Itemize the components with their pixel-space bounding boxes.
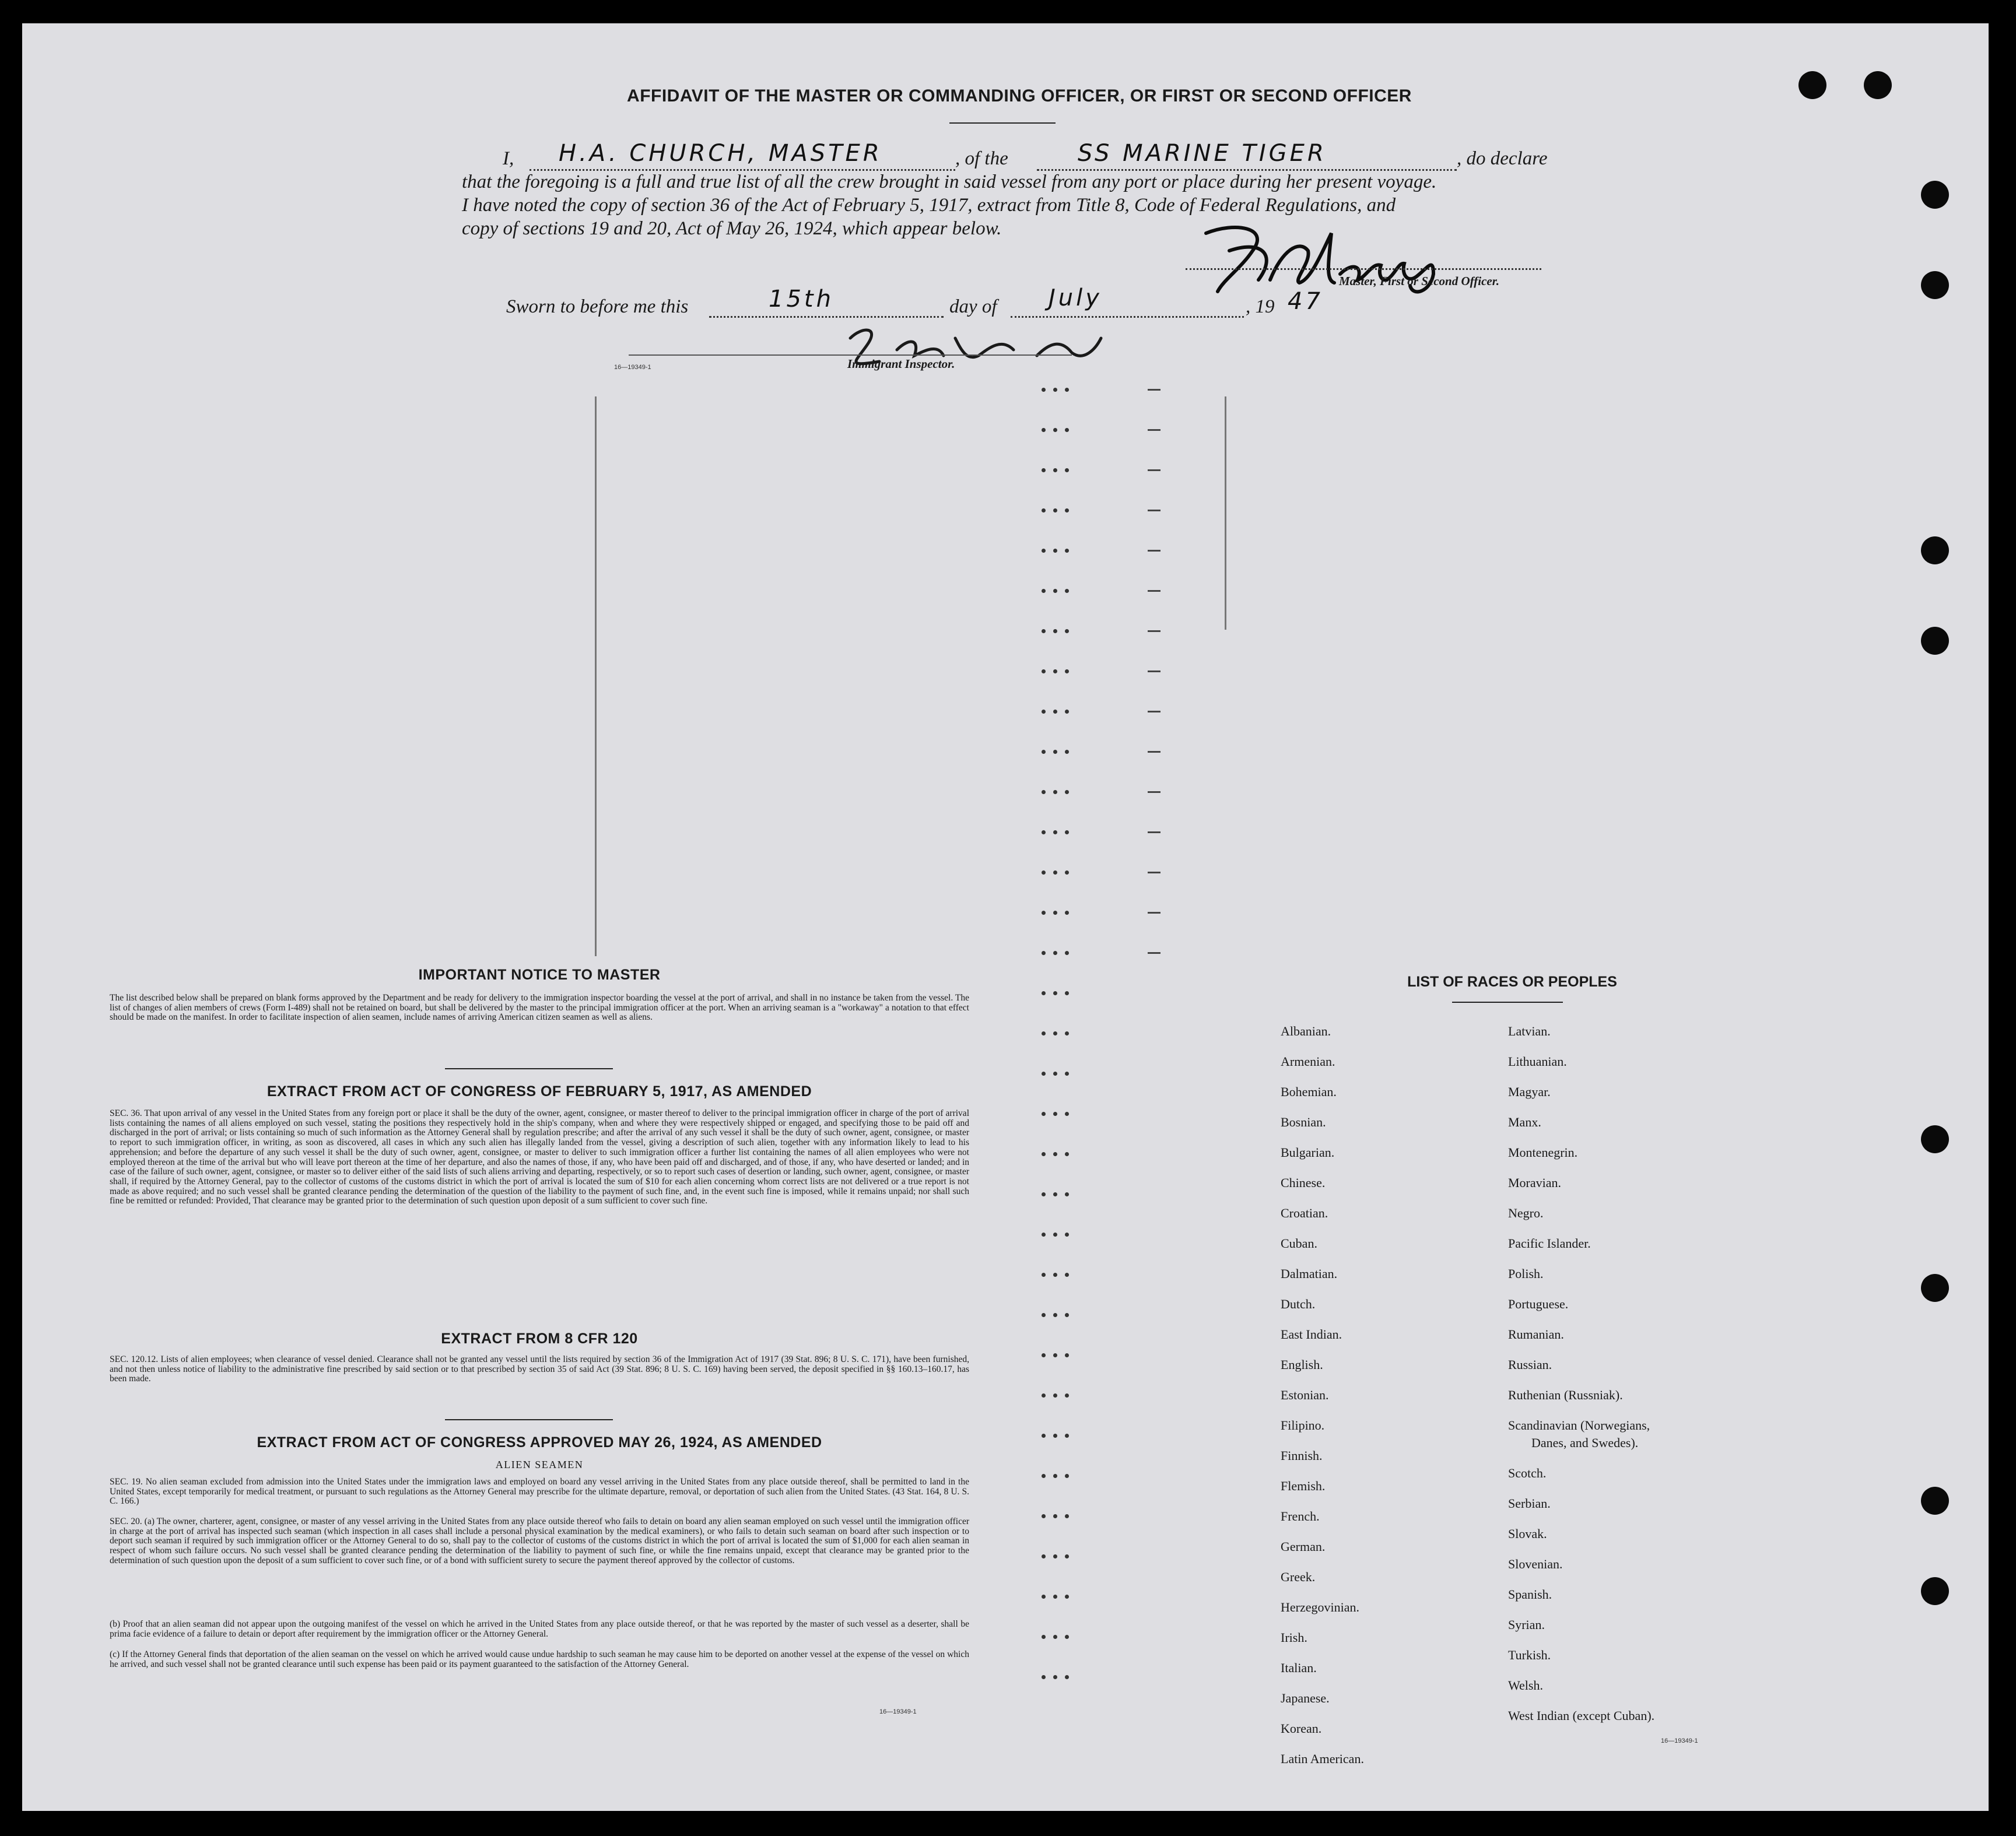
race-item: Dalmatian.: [1281, 1266, 1338, 1281]
leader-dot: [1065, 951, 1069, 955]
leader-dash: [1148, 872, 1160, 873]
race-item: Filipino.: [1281, 1418, 1325, 1433]
leader-dot: [1053, 1031, 1057, 1035]
leader-dot: [1042, 790, 1046, 794]
leader-dot: [1065, 911, 1069, 915]
leader-dash: [1148, 630, 1160, 632]
race-item: Dutch.: [1281, 1297, 1316, 1311]
extract-1924-sec20b: (b) Proof that an alien seaman did not appear upon the outgoing manifest of the vessel on which he arrived in the United States from any place outside thereof, or that he was reported by the master of such vessel as a deserter, shall be prima facie evidence of a failure to detain or deport after requirement by the immigration officer or the Attorney General.: [110, 1619, 969, 1639]
race-item: Greek.: [1281, 1570, 1316, 1584]
leader-dot: [1042, 549, 1046, 553]
leader-dash: [1148, 670, 1160, 672]
leader-dot: [1065, 1031, 1069, 1035]
leader-dot: [1042, 951, 1046, 955]
leader-dot: [1065, 1072, 1069, 1076]
leader-dot: [1065, 1273, 1069, 1277]
leader-dot: [1065, 1595, 1069, 1599]
punch-hole: [1921, 181, 1949, 209]
document-sheet: [22, 23, 1989, 1811]
leader-dot: [1065, 589, 1069, 593]
leader-dot: [1053, 589, 1057, 593]
extract-cfr-title: EXTRACT FROM 8 CFR 120: [441, 1331, 638, 1347]
leader-dot: [1065, 1233, 1069, 1237]
notice-title: IMPORTANT NOTICE TO MASTER: [418, 967, 661, 983]
leader-dot: [1042, 1635, 1046, 1639]
leader-dot: [1053, 1152, 1057, 1156]
leader-dot: [1042, 1595, 1046, 1599]
leader-dot: [1042, 629, 1046, 633]
races-title: LIST OF RACES OR PEOPLES: [1407, 974, 1617, 990]
race-item: Manx.: [1508, 1115, 1541, 1129]
leader-dot: [1053, 1233, 1057, 1237]
column-rule: [595, 396, 597, 956]
race-item: Latin American.: [1281, 1751, 1364, 1766]
race-item: Bulgarian.: [1281, 1145, 1335, 1160]
punch-hole: [1921, 1577, 1949, 1605]
signature-line: [1186, 268, 1541, 270]
leader-dash: [1148, 791, 1160, 793]
leader-dot: [1065, 1675, 1069, 1679]
declaration-lead: I,: [503, 148, 514, 169]
leader-dot: [1042, 1434, 1046, 1438]
leader-dash: [1148, 510, 1160, 511]
leader-dot: [1065, 1152, 1069, 1156]
leader-dot: [1065, 1112, 1069, 1116]
race-item: Estonian.: [1281, 1388, 1329, 1402]
leader-dot: [1053, 1595, 1057, 1599]
leader-dot: [1042, 710, 1046, 714]
sworn-month-handwritten: July: [1049, 285, 1102, 311]
extract-1917-title: EXTRACT FROM ACT OF CONGRESS OF FEBRUARY 5, 1917, AS AMENDED: [267, 1083, 812, 1100]
leader-dot: [1042, 830, 1046, 834]
punch-hole: [1921, 1487, 1949, 1515]
extract-1917-body: SEC. 36. That upon arrival of any vessel in the United States from any foreign port or place it shall be the duty of the owner, agent, consignee, or master thereof to deliver to the principal immigration officer in charge of the port of arrival lists containing the names of all aliens employed on such vessel, stating the positions they respectively hold in the ship's company, when and where they were respectively shipped or engaged, and specifying those to be paid off and discharged in the port of arrival; or lists containing so much of such information as the Attorney General shall by regulation prescribe; and after the arrival of any such vessel it shall be the duty of such owner, agent, consignee, or master to report to such immigration officer, in writing, as soon as discovered, all cases in which any such alien has illegally landed from the vessel, giving a description of such alien, together with any information likely to lead to his apprehension; and before the departure of any such vessel it shall be the duty of such owner, agent, consignee, or master to deliver to such immigration officer a further list containing the names of all alien employees who were not employed thereon at the time of the arrival but who will leave port thereon at the time of her departure, and also the names of those, if any, who have been paid off and discharged, and of those, if any, who have deserted or landed; and in case of the failure of such owner, agent, consignee, or master so to deliver either of the said lists of such aliens arriving and departing, respectively, or so to report such cases of desertion or landing, such owner, agent, consignee, or master shall, if required by the Attorney General, pay to the collector of customs of the customs district in which the port of arrival is located the sum of $10 for each alien concerning whom correct lists are not delivered or a true report is not made as above required; and no such vessel shall be granted clearance pending the determination of the question of the liability to the payment of such fine, and, in the event such fine is imposed, while it remains unpaid; nor shall such fine be remitted or refunded: Provided, That clearance may be granted prior to the determination of such question upon deposit of a sum sufficient to cover such fine.: [110, 1108, 969, 1206]
leader-dot: [1065, 1313, 1069, 1317]
leader-dot: [1042, 911, 1046, 915]
leader-dot: [1065, 870, 1069, 875]
leader-dash: [1148, 590, 1160, 592]
leader-dash: [1148, 912, 1160, 914]
leader-dot: [1053, 951, 1057, 955]
race-item: Slovenian.: [1508, 1557, 1563, 1571]
leader-dot: [1065, 1353, 1069, 1357]
vessel-line: [1037, 169, 1457, 171]
race-item: Scandinavian (Norwegians,: [1508, 1418, 1650, 1433]
race-item: Cuban.: [1281, 1236, 1317, 1251]
leader-dot: [1042, 1072, 1046, 1076]
leader-dot: [1053, 1112, 1057, 1116]
extract-1924-sec20c: (c) If the Attorney General finds that deportation of the alien seaman on the vessel on which he arrived would cause undue hardship to such seaman he may cause him to be deported on another vessel at the expense of the vessel on which he arrived, and such vessel shall not be granted clearance until such expense has been paid or its payment guaranteed to the satisfaction of the Attorney General.: [110, 1649, 969, 1669]
leader-dot: [1042, 1474, 1046, 1478]
race-item: German.: [1281, 1539, 1326, 1554]
leader-dot: [1042, 1152, 1046, 1156]
sworn-lead: Sworn to before me this: [506, 296, 689, 317]
leader-dot: [1042, 1192, 1046, 1196]
extract-cfr-body: SEC. 120.12. Lists of alien employees; when clearance of vessel denied. Clearance shall not be granted any vessel until the lists required by section 36 of the Immigration Act of 1917 (39 Stat. 896; 8 U. S. C. 171), have been furnished, and not then unless notice of liability to the administrative fine prescribed by said section or to that prescribed by section 35 of said Act (39 Stat. 896; 8 U. S. C. 169) having been served, the deposit specified in §§ 160.13–160.17, has been made.: [110, 1354, 969, 1384]
extract-1924-title: EXTRACT FROM ACT OF CONGRESS APPROVED MAY 26, 1924, AS AMENDED: [257, 1434, 822, 1451]
form-number-bottom-right: 16—19349-1: [1661, 1737, 1698, 1744]
leader-dash: [1148, 389, 1160, 391]
leader-dot: [1053, 468, 1057, 472]
leader-dot: [1053, 629, 1057, 633]
leader-dot: [1053, 991, 1057, 995]
leader-dot: [1053, 669, 1057, 673]
leader-dot: [1042, 428, 1046, 432]
leader-dot: [1065, 388, 1069, 392]
vessel-name-handwritten: SS MARINE TIGER: [1078, 140, 1327, 167]
leader-dot: [1065, 428, 1069, 432]
leader-dot: [1042, 1031, 1046, 1035]
leader-dot: [1042, 669, 1046, 673]
leader-dot: [1053, 1353, 1057, 1357]
race-item: Negro.: [1508, 1206, 1544, 1220]
title-rule: [949, 122, 1056, 124]
notice-body: The list described below shall be prepared on blank forms approved by the Department and be ready for delivery to the immigration inspector boarding the vessel at the port of arrival, and shall in no instance be taken from the vessel. The list of changes of alien members of crews (Form I-489) shall not be retained on board, but shall be delivered by the master to the principal immigration officer at the port. When an arriving seaman is a "workaway" a notation to that effect should be made on the manifest. In order to facilitate inspection of alien seamen, include names of arriving American citizen seamen as well as aliens.: [110, 993, 969, 1023]
race-item: Magyar.: [1508, 1084, 1551, 1099]
race-item: Montenegrin.: [1508, 1145, 1578, 1160]
leader-dot: [1053, 1393, 1057, 1398]
form-number-bottom-left: 16—19349-1: [879, 1708, 917, 1715]
leader-dot: [1053, 1072, 1057, 1076]
race-item: Spanish.: [1508, 1587, 1552, 1602]
race-item: Italian.: [1281, 1661, 1317, 1675]
leader-dot: [1042, 870, 1046, 875]
race-item: Syrian.: [1508, 1617, 1545, 1632]
cfr-rule: [445, 1419, 613, 1420]
race-item: Portuguese.: [1508, 1297, 1569, 1311]
master-name-line: [530, 169, 955, 171]
declaration-line-3: I have noted the copy of section 36 of the Act of February 5, 1917, extract from Title 8, Code of Federal Regulations, and: [462, 195, 1396, 216]
signature-caption: Master, First or Second Officer.: [1339, 274, 1499, 288]
leader-dot: [1065, 629, 1069, 633]
leader-dot: [1053, 1273, 1057, 1277]
notice-rule: [445, 1068, 613, 1069]
sworn-day-handwritten: 15th: [769, 286, 834, 313]
leader-dot: [1053, 1635, 1057, 1639]
leader-dash: [1148, 429, 1160, 431]
leader-dot: [1065, 1192, 1069, 1196]
race-item: French.: [1281, 1509, 1320, 1523]
leader-dot: [1065, 750, 1069, 754]
punch-hole: [1921, 271, 1949, 299]
race-item: Slovak.: [1508, 1526, 1547, 1541]
column-rule: [1225, 396, 1226, 630]
declaration-of-the: , of the: [955, 148, 1008, 169]
punch-hole: [1921, 1125, 1949, 1153]
race-item: Welsh.: [1508, 1678, 1543, 1693]
race-item: Irish.: [1281, 1630, 1307, 1645]
extract-1924-sec20a: SEC. 20. (a) The owner, charterer, agent, consignee, or master of any vessel arriving in the United States from any place outside thereof who fails to detain on board any alien seaman employed on such vessel until the immigration officer in charge at the port of arrival has inspected such seaman (which inspection in all cases shall include a personal physical examination by the medical examiners), or who fails to detain such seaman on board after such inspection or to deport such seaman if required by such immigration officer or the Attorney General to do so, shall pay to the collector of customs of the customs district in which the port of arrival is located the sum of $1,000 for each alien seaman in respect of whom such failure occurs. No such vessel shall be granted clearance pending the determination of the liability to payment of such fine, or while the fine remains unpaid, except that clearance may be granted prior to the determination of such question upon the deposit of a sum sufficient to cover such fine, or of a bond with sufficient surety to secure the payment thereof approved by the collector of customs.: [110, 1516, 969, 1565]
leader-dot: [1065, 1554, 1069, 1558]
leader-dot: [1065, 1434, 1069, 1438]
leader-dot: [1065, 830, 1069, 834]
race-item: Pacific Islander.: [1508, 1236, 1591, 1251]
leader-dot: [1053, 1192, 1057, 1196]
leader-dot: [1053, 750, 1057, 754]
inspector-line: [629, 354, 1072, 356]
race-item: Finnish.: [1281, 1448, 1323, 1463]
leader-dash: [1148, 550, 1160, 552]
leader-dot: [1065, 1514, 1069, 1518]
leader-dot: [1053, 911, 1057, 915]
punch-hole: [1921, 536, 1949, 564]
leader-dot: [1053, 1474, 1057, 1478]
leader-dot: [1053, 870, 1057, 875]
leader-dot: [1053, 388, 1057, 392]
leader-dot: [1053, 1434, 1057, 1438]
leader-dash: [1148, 751, 1160, 753]
leader-dot: [1042, 1675, 1046, 1679]
leader-dot: [1065, 1474, 1069, 1478]
race-item: Ruthenian (Russniak).: [1508, 1388, 1623, 1402]
leader-dot: [1065, 991, 1069, 995]
leader-dot: [1042, 589, 1046, 593]
race-item: West Indian (except Cuban).: [1508, 1708, 1655, 1723]
leader-dot: [1042, 1554, 1046, 1558]
leader-dot: [1053, 1313, 1057, 1317]
punch-hole: [1798, 71, 1826, 99]
leader-dot: [1042, 1353, 1046, 1357]
leader-dot: [1042, 468, 1046, 472]
leader-dot: [1042, 1514, 1046, 1518]
race-item: Japanese.: [1281, 1691, 1330, 1705]
leader-dot: [1053, 830, 1057, 834]
declaration-line-2: that the foregoing is a full and true list of all the crew brought in said vessel from any port or place during her present voyage.: [462, 171, 1437, 192]
race-item: East Indian.: [1281, 1327, 1342, 1342]
race-item: Herzegovinian.: [1281, 1600, 1359, 1614]
leader-dot: [1042, 1112, 1046, 1116]
master-name-handwritten: H.A. CHURCH, MASTER: [559, 140, 882, 167]
leader-dot: [1042, 1273, 1046, 1277]
race-item: Korean.: [1281, 1721, 1322, 1736]
race-item: Flemish.: [1281, 1479, 1326, 1493]
race-item: Latvian.: [1508, 1024, 1551, 1038]
leader-dot: [1042, 750, 1046, 754]
leader-dot: [1065, 508, 1069, 512]
leader-dash: [1148, 469, 1160, 471]
leader-dash: [1148, 952, 1160, 954]
leader-dot: [1053, 1554, 1057, 1558]
leader-dot: [1065, 790, 1069, 794]
leader-dot: [1053, 1514, 1057, 1518]
sworn-day-of: day of: [949, 296, 997, 317]
race-item: Russian.: [1508, 1357, 1552, 1372]
leader-dot: [1065, 669, 1069, 673]
leader-dash: [1148, 831, 1160, 833]
race-item: Scotch.: [1508, 1466, 1547, 1480]
race-item: Turkish.: [1508, 1648, 1551, 1662]
declaration-do-declare: , do declare: [1457, 148, 1548, 169]
race-item: Albanian.: [1281, 1024, 1331, 1038]
race-item: Armenian.: [1281, 1054, 1335, 1069]
leader-dot: [1053, 428, 1057, 432]
race-item: Moravian.: [1508, 1175, 1562, 1190]
leader-dot: [1042, 1393, 1046, 1398]
leader-dot: [1065, 1393, 1069, 1398]
race-item: Serbian.: [1508, 1496, 1551, 1511]
race-item: Lithuanian.: [1508, 1054, 1567, 1069]
leader-dot: [1065, 710, 1069, 714]
race-item: Bosnian.: [1281, 1115, 1326, 1129]
leader-dot: [1042, 1313, 1046, 1317]
race-item: Bohemian.: [1281, 1084, 1337, 1099]
leader-dot: [1065, 549, 1069, 553]
inspector-caption: Immigrant Inspector.: [847, 357, 955, 371]
leader-dot: [1053, 508, 1057, 512]
race-item: English.: [1281, 1357, 1323, 1372]
leader-dot: [1053, 790, 1057, 794]
race-item: Danes, and Swedes).: [1531, 1435, 1639, 1450]
form-number-top: 16—19349-1: [614, 364, 651, 371]
leader-dot: [1042, 1233, 1046, 1237]
race-item: Chinese.: [1281, 1175, 1326, 1190]
affidavit-title: AFFIDAVIT OF THE MASTER OR COMMANDING OFFICER, OR FIRST OR SECOND OFFICER: [627, 86, 1412, 106]
leader-dot: [1065, 468, 1069, 472]
leader-dot: [1053, 549, 1057, 553]
leader-dot: [1042, 991, 1046, 995]
race-item: Polish.: [1508, 1266, 1544, 1281]
declaration-line-4: copy of sections 19 and 20, Act of May 26, 1924, which appear below.: [462, 218, 1002, 239]
extract-1924-sec19: SEC. 19. No alien seaman excluded from admission into the United States under the immigration laws and employed on board any vessel arriving in the United States from any place outside thereof, shall be permitted to land in the United States, except temporarily for medical treatment, or pursuant to such regulations as the Attorney General may prescribe for the ultimate departure, removal, or deportation of such alien from the United States. (43 Stat. 164, 8 U. S. C. 166.): [110, 1477, 969, 1507]
leader-dash: [1148, 711, 1160, 712]
extract-1924-subtitle: ALIEN SEAMEN: [495, 1459, 584, 1470]
races-rule: [1452, 1002, 1563, 1003]
punch-hole: [1864, 71, 1892, 99]
leader-dot: [1065, 1635, 1069, 1639]
punch-hole: [1921, 1274, 1949, 1302]
sworn-year-prefix: , 19: [1246, 296, 1275, 317]
punch-hole: [1921, 627, 1949, 655]
race-item: Croatian.: [1281, 1206, 1328, 1220]
sworn-year-handwritten: 47: [1288, 288, 1323, 315]
leader-dot: [1042, 508, 1046, 512]
race-item: Rumanian.: [1508, 1327, 1564, 1342]
leader-dot: [1042, 388, 1046, 392]
leader-dot: [1053, 710, 1057, 714]
leader-dot: [1053, 1675, 1057, 1679]
